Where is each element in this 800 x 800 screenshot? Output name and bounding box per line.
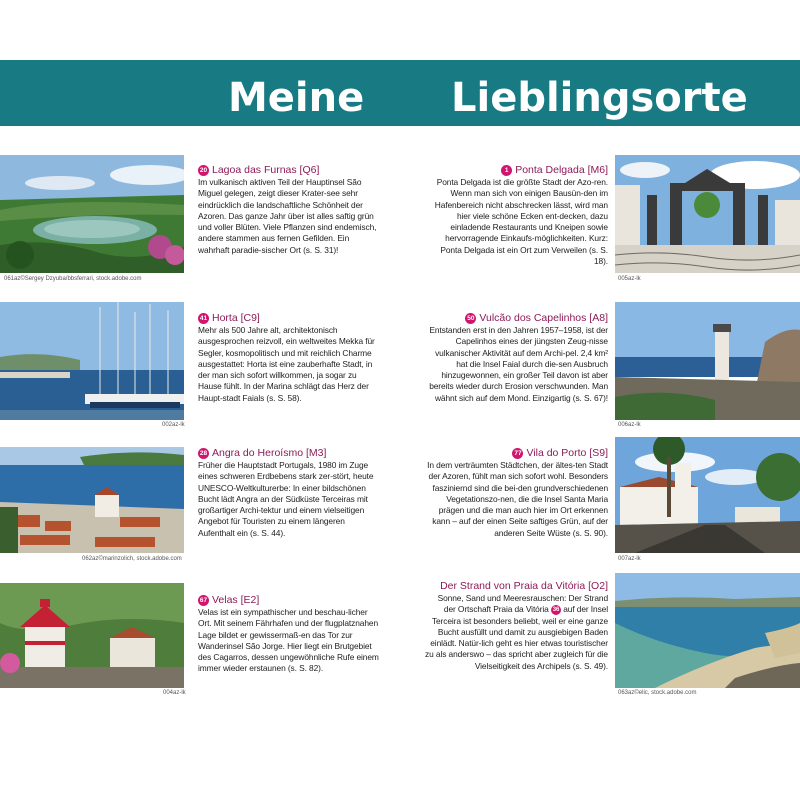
- entry-text: [425, 593, 608, 672]
- entry-vulcao-dos-capelinhos: [425, 312, 608, 404]
- entry-lagoa-das-furnas: [198, 164, 381, 256]
- entry-title: [425, 164, 608, 177]
- entry-text: Früher die Hauptstadt Portugals, 1980 im Zuge eines schweren Erdbebens stark zer-stört, heute UNESCO-Weltkulturerbe: In einer bildschönen Bucht lädt Angra an der Südküste Terceiras mit großartiger Archi-tektur und einem vielseitigen Angebot für Touristen zu einem längeren Aufenthalt ein (s. S. 44).: [198, 460, 374, 538]
- entry-title-text[interactable]: Der Strand von Praia da Vitória [O2]: [440, 580, 608, 592]
- entry-horta: [198, 312, 381, 404]
- photo-praia-da-vitoria: [615, 573, 800, 688]
- inline-number-badge: 36: [552, 607, 560, 614]
- number-badge: 50: [467, 315, 475, 322]
- entry-text: Mehr als 500 Jahre alt, architektonisch ausgesprochen reizvoll, ein weltweites Mekka für Segler, kosmopolitisch und mit reichlich Charme ausgestattet: Horta ist eine zauberhafte Stadt, in der man sich sofort willkommen, ja sogar zu Hause fühlt. In der Marina schlägt das Herz der Haupt-stadt Faials (s. S. 58).: [198, 325, 375, 403]
- entry-text: Velas ist ein sympathischer und beschau-licher Ort. Mit seinem Fährhafen und der flugplatznahen Lage bildet er gewissermaß-en das Tor zur Wanderinsel São Jorge. Hier liegt ein Brutgebiet des Cagarros, dessen ungewöhnliche Rufe einem immer wieder erstaunen (s. S. 82).: [198, 607, 379, 674]
- number-badge: 67: [199, 597, 208, 604]
- entry-title-text[interactable]: Angra do Heroísmo [M3]: [212, 447, 327, 459]
- entry-praia-da-vitoria: [425, 580, 608, 672]
- number-badge: 20: [199, 167, 208, 174]
- entry-text: Ponta Delgada ist die größte Stadt der Azo-ren. Wenn man sich von einigen Bausün-den im Hafenbereich nicht abschrecken lässt, wird man hier viele schöne Ecken ent-decken, dazu einladende Restaurants und Kneipen sowie hervorragende Einkaufs-möglichkeiten. Kurz: Ponta Delgada ist ein Ort zum Verweilen (s. S. 18).: [434, 177, 608, 267]
- entry-title: [198, 164, 381, 177]
- entry-title: [425, 580, 608, 593]
- photo-credit: 062az©marinzolich, stock.adobe.com: [82, 556, 182, 562]
- photo-lagoa-das-furnas: [0, 155, 184, 273]
- number-badge: 77: [514, 450, 522, 457]
- photo-velas: [0, 583, 184, 688]
- entry-title: [198, 447, 381, 460]
- photo-ponta-delgada: [615, 155, 800, 273]
- photo-credit: 061az©Sergey Dzyuba/bbsferrari, stock.adobe.com: [4, 276, 142, 282]
- entry-text: Entstanden erst in den Jahren 1957–1958, ist der Capelinhos eines der jüngsten Zeug-nisse vulkanischer Aktivität auf dem Archi-pel. 2,4 km² hat die Insel Faial durch die-sen Ausbruch hinzugewonnen, ein großer Teil davon ist aber bereits wieder durch Erosion verschwunden. Man wähnt sich auf dem Mond. Einzigartig (s. S. 67)!: [429, 325, 608, 403]
- entry-velas: [198, 594, 381, 675]
- entry-ponta-delgada: [425, 164, 608, 267]
- photo-credit: 006az-lk: [618, 422, 641, 428]
- entry-title-text[interactable]: Lagoa das Furnas [Q6]: [212, 164, 320, 176]
- entry-title-text[interactable]: Ponta Delgada [M6]: [515, 164, 608, 176]
- entry-title-text[interactable]: Velas [E2]: [212, 594, 260, 606]
- page-title-right: Lieblingsorte: [451, 75, 748, 121]
- entry-title-text[interactable]: Vila do Porto [S9]: [526, 447, 608, 459]
- entry-text: Im vulkanisch aktiven Teil der Hauptinsel São Miguel gelegen, zeigt dieser Krater-see sehr eindrücklich die landschaftliche Schönheit der Azoren. Das ganze Jahr über ist alles saftig grün und voller Blüten. Viele Pflanzen sind endemisch, andere stammen aus fernen Gefilden. Ein wahrhaft paradie-sischer Ort (s. S. 31)!: [198, 177, 377, 255]
- entry-text-before: Sonne, Sand und Meeresrauschen: Der Strand der Ortschaft Praia da Vitória: [437, 593, 608, 615]
- entry-title: [425, 447, 608, 460]
- title-overhang: [0, 126, 800, 134]
- number-badge: 1: [501, 165, 512, 176]
- photo-vila-do-porto: [615, 437, 800, 553]
- photo-credit: 005az-lk: [618, 276, 641, 282]
- entry-title: [198, 594, 381, 607]
- entry-vila-do-porto: [425, 447, 608, 539]
- photo-angra-do-heroismo: [0, 447, 184, 553]
- number-badge: 41: [199, 315, 208, 322]
- photo-credit: 004az-lk: [163, 690, 186, 696]
- entry-angra-do-heroismo: [198, 447, 381, 539]
- photo-credit: 063az©elic, stock.adobe.com: [618, 690, 697, 696]
- entry-title: [198, 312, 381, 325]
- photo-vulcao-dos-capelinhos: [615, 302, 800, 420]
- photo-credit: 007az-lk: [618, 556, 641, 562]
- photo-credit: 002az-lk: [162, 422, 185, 428]
- photo-horta: [0, 302, 184, 420]
- entry-text: In dem verträumten Städtchen, der ältes-ten Stadt der Azoren, fühlt man sich sofort wohl. Besonders fasziniernd sind die bei-den grundverschiedenen Vegetationszo-nen, die die Insel Santa Maria prägen und die man auch hier im Ort erkennen kann – auf der einen Seite saftiges Grün, auf der anderen Seite Wüste (s. S. 90).: [427, 460, 608, 538]
- entry-title: [425, 312, 608, 325]
- entry-text-after: auf der Insel Terceira ist besonders beliebt, weil er eine ganze Bucht ausfüllt und damit zu ausgiebigen Baden einlädt. Natür-lich geht es hier etwas touristischer zu als anderswo – das spricht aber zugleich für die Vielseitigkeit des Archipels (s. S. 49).: [425, 604, 608, 671]
- entry-title-text[interactable]: Vulcão dos Capelinhos [A8]: [479, 312, 608, 324]
- number-badge: 28: [199, 450, 208, 457]
- entry-title-text[interactable]: Horta [C9]: [212, 312, 260, 324]
- page-title-left: Meine: [228, 75, 365, 121]
